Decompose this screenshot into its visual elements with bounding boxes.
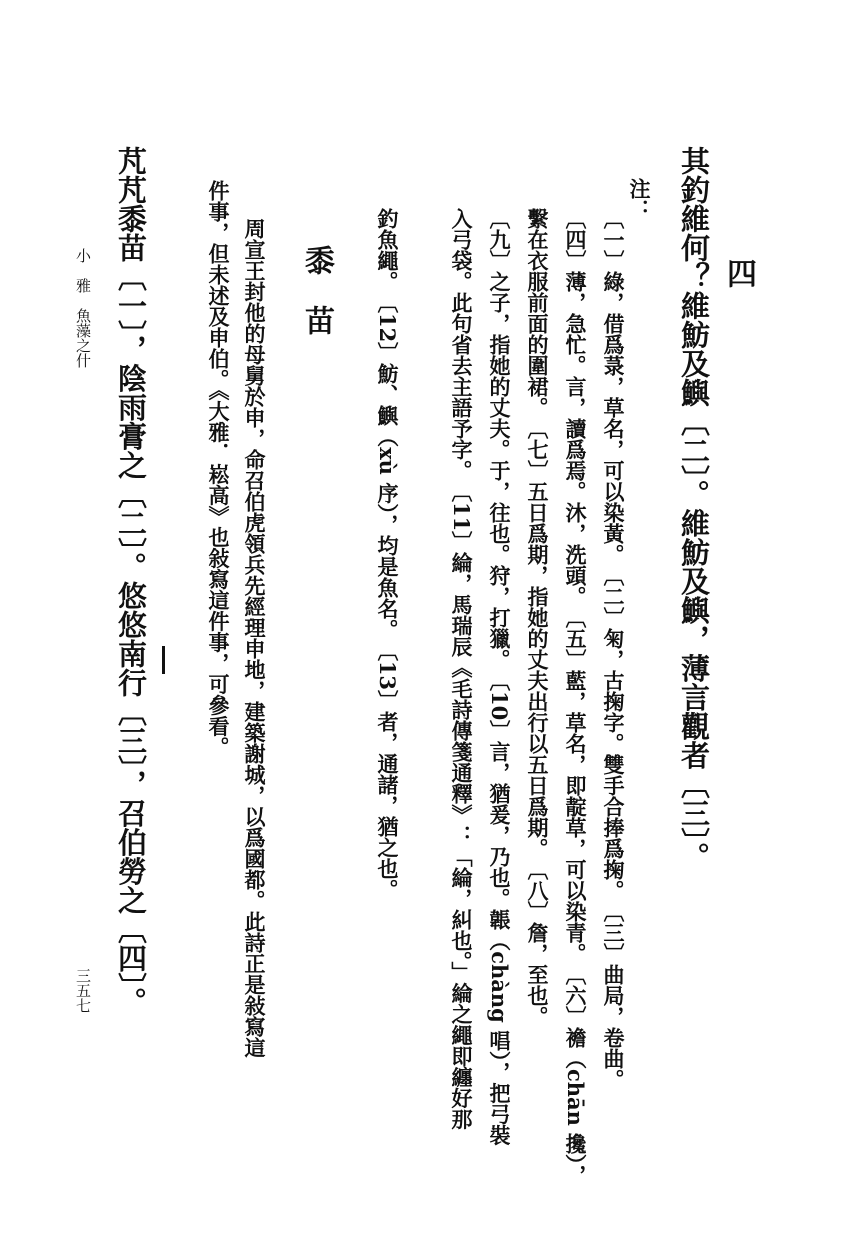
intro-line-1: 周宣王封他的母舅於申，命召伯虎領兵先經理申地，建築謝城，以爲國都。此詩正是敍寫這: [242, 218, 267, 1058]
notes-line-3: 繫在衣服前面的圍裙。 〔七〕五日爲期，指她的丈夫出行以五日爲期。 〔八〕詹，至也。: [525, 208, 550, 1027]
notes-line-2: 〔四〕薄，急忙。言，讀爲焉。沐，洗頭。 〔五〕藍，草名，即靛草，可以染青。 〔六〕襜（chān 攙），: [563, 208, 588, 1186]
section-number: 四: [721, 258, 756, 288]
poem-stanza-1: 芃芃黍苗〔一〕，陰雨膏之〔二〕。悠悠南行〔三〕，召伯勞之〔四〕。: [114, 146, 148, 1016]
notes-line-5: 入弓袋。此句省去主語予字。 〔11〕綸，馬瑞辰《毛詩傳箋通釋》：「綸，糾也。」綸之繩即纏好那: [449, 208, 474, 1130]
notes-label: 注：: [627, 178, 652, 220]
intro-line-2: 件事，但未述及申伯。《大雅．崧高》也敍寫這件事，可參看。: [206, 180, 231, 758]
notes-line-4: 〔九〕之子，指她的丈夫。于，往也。狩，打獵。 〔10〕言，猶爰，乃也。韔（chàng 唱），把弓裝: [487, 208, 512, 1146]
notes-line-1: 〔一〕綠，借爲菉，草名，可以染黃。 〔二〕匊，古掬字。雙手合捧爲掬。 〔三〕曲局，卷曲。: [601, 208, 626, 1090]
running-head: 小 雅 魚藻之什: [74, 248, 92, 368]
section-one-mark: [162, 646, 165, 674]
notes-line-6: 釣魚繩。 〔12〕魴、鱮（xù 序），均是魚名。 〔13〕者，通諸，猶之也。: [375, 208, 400, 901]
poem-stanza-4: 其釣維何？維魴及鱮〔二〕。維魴及鱮，薄言觀者〔三〕。: [677, 146, 711, 871]
page-number: 三五七: [74, 968, 92, 1013]
poem-title: 黍 苗: [299, 245, 334, 335]
